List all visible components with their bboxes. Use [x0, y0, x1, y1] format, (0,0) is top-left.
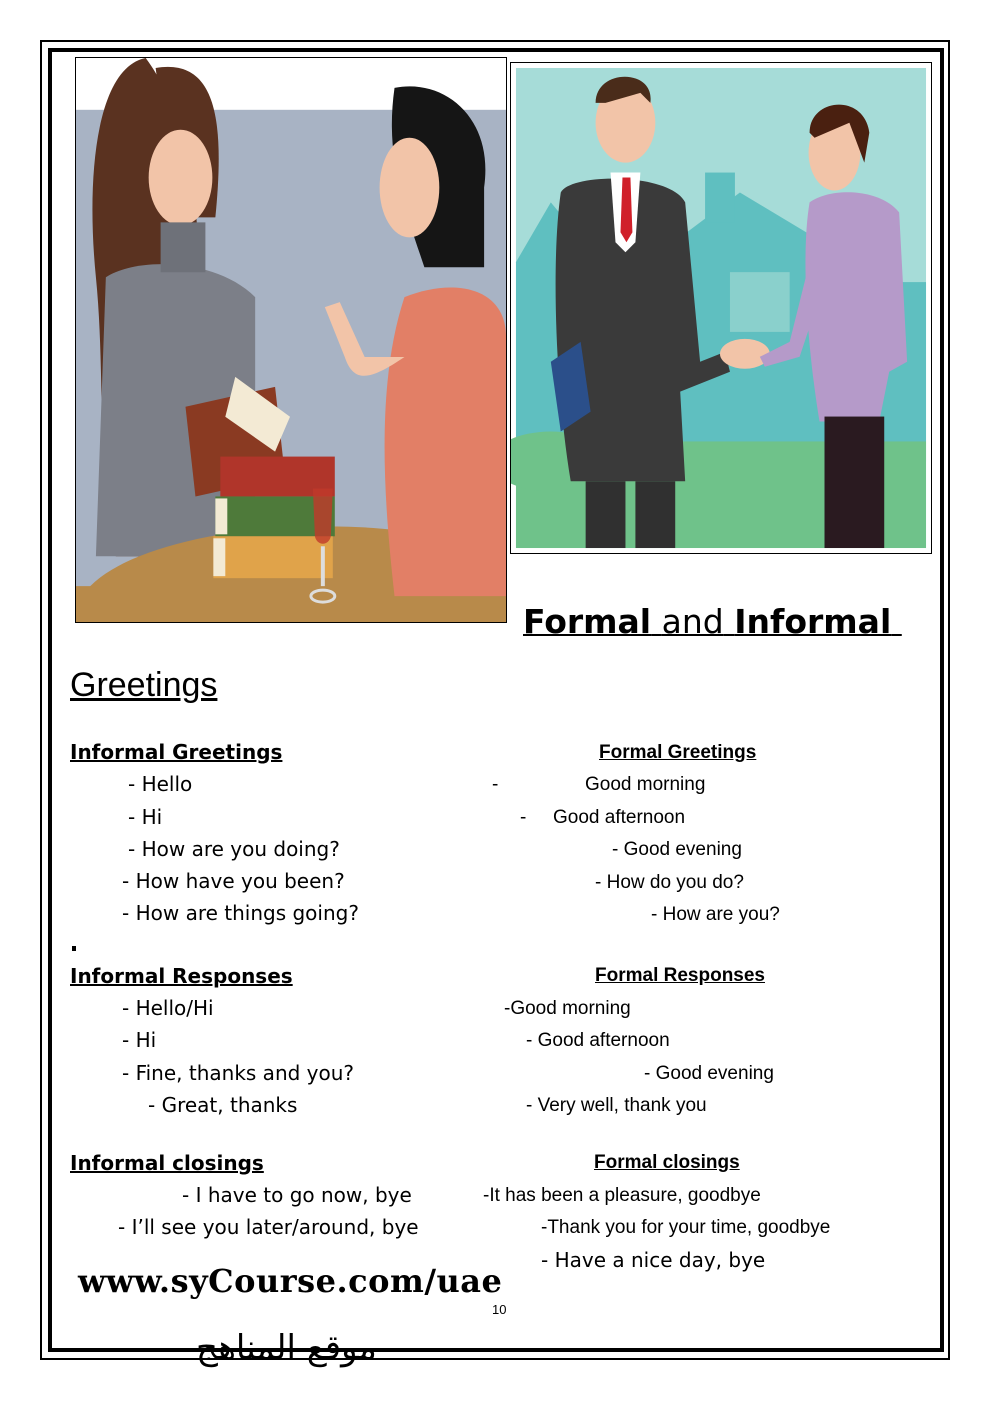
informal-responses-heading: Informal Responses	[70, 964, 293, 988]
handshake-image	[511, 63, 931, 553]
formal-greeting-dash: -	[492, 774, 499, 795]
informal-response-item: - Great, thanks	[148, 1093, 298, 1117]
formal-greetings-heading: Formal Greetings	[599, 742, 757, 763]
formal-response-item: - Good evening	[644, 1063, 774, 1084]
informal-greeting-item: - How are things going?	[122, 901, 359, 925]
formal-closings-heading: Formal closings	[594, 1152, 740, 1173]
stray-mark	[72, 946, 76, 951]
title-formal: Formal	[523, 602, 652, 641]
formal-greeting-item: - Good evening	[612, 839, 742, 860]
website-link[interactable]: www.syCourse.com/uae	[78, 1262, 503, 1300]
formal-closing-item: -It has been a pleasure, goodbye	[483, 1185, 761, 1206]
informal-response-item: - Hi	[122, 1028, 157, 1052]
formal-greeting-item: - How are you?	[651, 904, 780, 925]
informal-closing-item: - I have to go now, bye	[182, 1183, 412, 1207]
informal-response-item: - Fine, thanks and you?	[122, 1061, 355, 1085]
formal-greeting-item: Good morning	[585, 774, 706, 795]
formal-greeting-item: Good afternoon	[553, 807, 686, 828]
informal-response-item: - Hello/Hi	[122, 996, 214, 1020]
informal-closings-heading: Informal closings	[70, 1151, 264, 1175]
two-women-image	[76, 58, 506, 622]
formal-greeting-dash: -	[520, 807, 527, 828]
formal-greeting-illustration	[510, 62, 932, 554]
formal-closing-item: -Thank you for your time, goodbye	[541, 1217, 831, 1238]
title-informal: Informal	[734, 602, 892, 641]
informal-greeting-item: - How are you doing?	[128, 837, 340, 861]
informal-greeting-item: - Hi	[128, 805, 163, 829]
informal-greetings-heading: Informal Greetings	[70, 740, 283, 764]
formal-response-item: - Good afternoon	[526, 1030, 670, 1051]
page-title	[523, 602, 902, 641]
formal-greeting-item: - How do you do?	[595, 872, 744, 893]
page-number: 10	[492, 1302, 507, 1317]
informal-closing-item: - I’ll see you later/around, bye	[118, 1215, 419, 1239]
section-title: Greetings	[70, 666, 218, 704]
informal-greeting-illustration	[75, 57, 507, 623]
formal-closing-item: - Have a nice day, bye	[541, 1248, 766, 1272]
informal-greeting-item: - Hello	[128, 772, 193, 796]
title-and: and	[661, 602, 724, 641]
arabic-watermark: موقع المناهج	[196, 1328, 377, 1368]
informal-greeting-item: - How have you been?	[122, 869, 345, 893]
formal-response-item: - Very well, thank you	[526, 1095, 707, 1116]
formal-responses-heading: Formal Responses	[595, 965, 765, 986]
formal-response-item: -Good morning	[504, 998, 631, 1019]
